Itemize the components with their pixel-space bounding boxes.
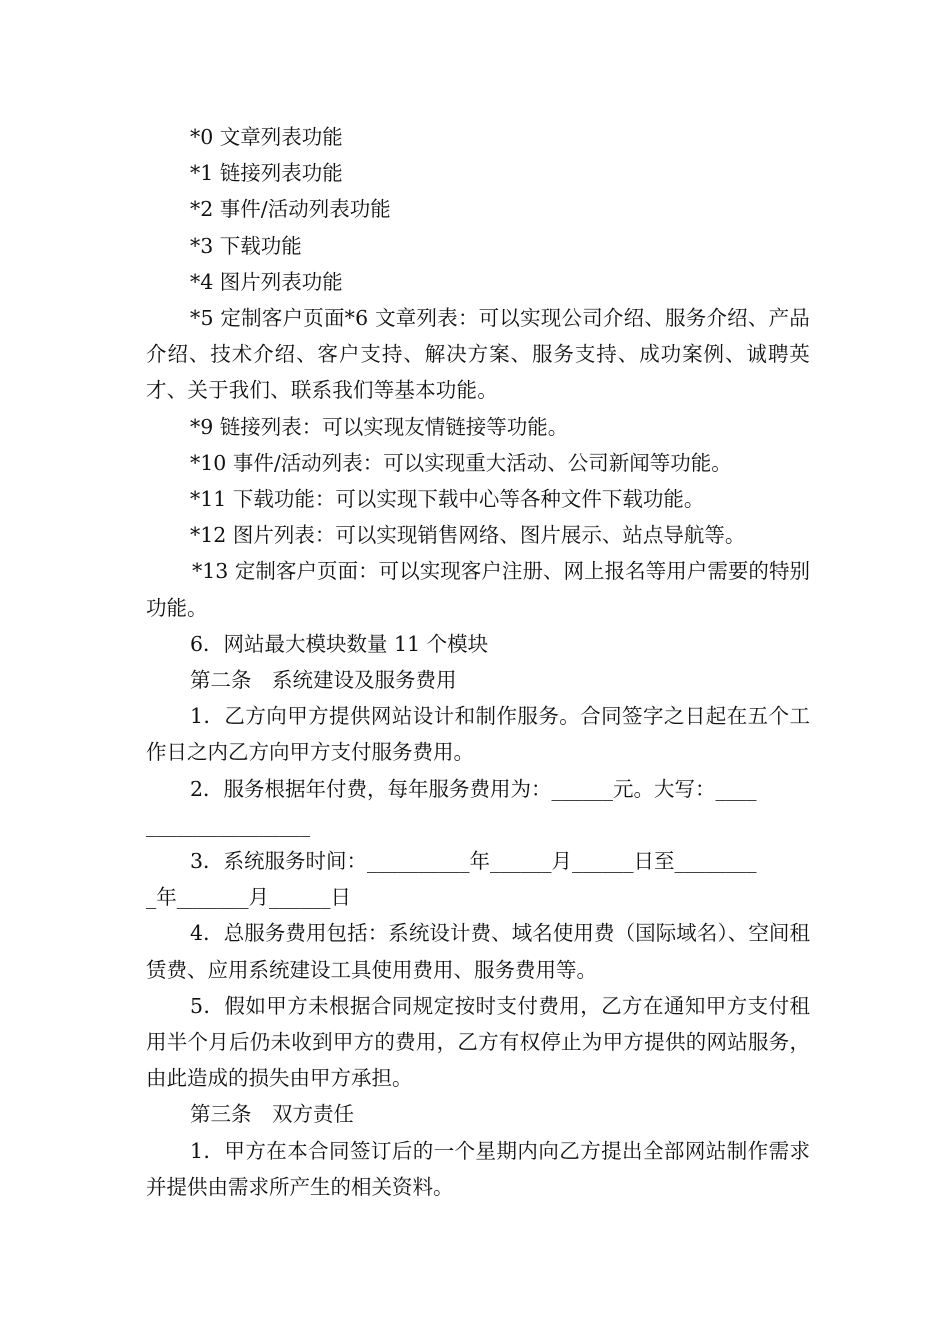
paragraph-feature-5-6: *5 定制客户页面*6 文章列表：可以实现公司介绍、服务介绍、产品介绍、技术介绍、客户支持、解决方案、服务支持、成功案例、诚聘英才、关于我们、联系我们等基本功能。: [146, 306, 810, 403]
paragraph-feature-1: *1 链接列表功能: [190, 161, 343, 186]
paragraph-feature-10: *10 事件/活动列表：可以实现重大活动、公司新闻等功能。: [190, 450, 732, 475]
section-heading-article-2: 第二条 系统建设及服务费用: [190, 668, 457, 693]
paragraph-clause-2-1: 1．乙方向甲方提供网站设计和制作服务。合同签字之日起在五个工作日之内乙方向甲方支付服务费用。: [146, 704, 810, 765]
paragraph-clause-2-3-continued: _年_______月______日: [146, 885, 351, 910]
section-heading-article-3: 第三条 双方责任: [190, 1102, 354, 1127]
paragraph-feature-3: *3 下载功能: [190, 233, 302, 258]
paragraph-feature-2: *2 事件/活动列表功能: [190, 197, 391, 222]
paragraph-feature-13: *13 定制客户页面：可以实现客户注册、网上报名等用户需要的特别功能。: [146, 559, 810, 620]
paragraph-feature-9: *9 链接列表：可以实现友情链接等功能。: [190, 414, 569, 439]
paragraph-clause-2-4: 4．总服务费用包括：系统设计费、域名使用费（国际域名）、空间租赁费、应用系统建设工具使用费用、服务费用等。: [146, 921, 810, 982]
paragraph-feature-4: *4 图片列表功能: [190, 269, 343, 294]
paragraph-clause-2-5: 5．假如甲方未根据合同规定按时支付费用，乙方在通知甲方支付租用半个月后仍未收到甲方的费用，乙方有权停止为甲方提供的网站服务，由此造成的损失由甲方承担。: [146, 993, 810, 1091]
fill-in-blank-line: ________________: [146, 812, 310, 837]
paragraph-feature-12: *12 图片列表：可以实现销售网络、图片展示、站点导航等。: [190, 523, 746, 548]
paragraph-module-count: 6．网站最大模块数量 11 个模块: [190, 631, 489, 656]
paragraph-feature-0: *0 文章列表功能: [190, 125, 343, 149]
paragraph-feature-11: *11 下载功能：可以实现下载中心等各种文件下载功能。: [190, 487, 705, 512]
paragraph-clause-2-3: 3．系统服务时间：__________年______月______日至________: [190, 849, 757, 874]
document-body: [146, 119, 810, 1205]
paragraph-clause-2-2: 2．服务根据年付费，每年服务费用为：______元。大写：____: [190, 776, 757, 801]
paragraph-clause-3-1: 1．甲方在本合同签订后的一个星期内向乙方提出全部网站制作需求并提供由需求所产生的相关资料。: [146, 1138, 810, 1199]
